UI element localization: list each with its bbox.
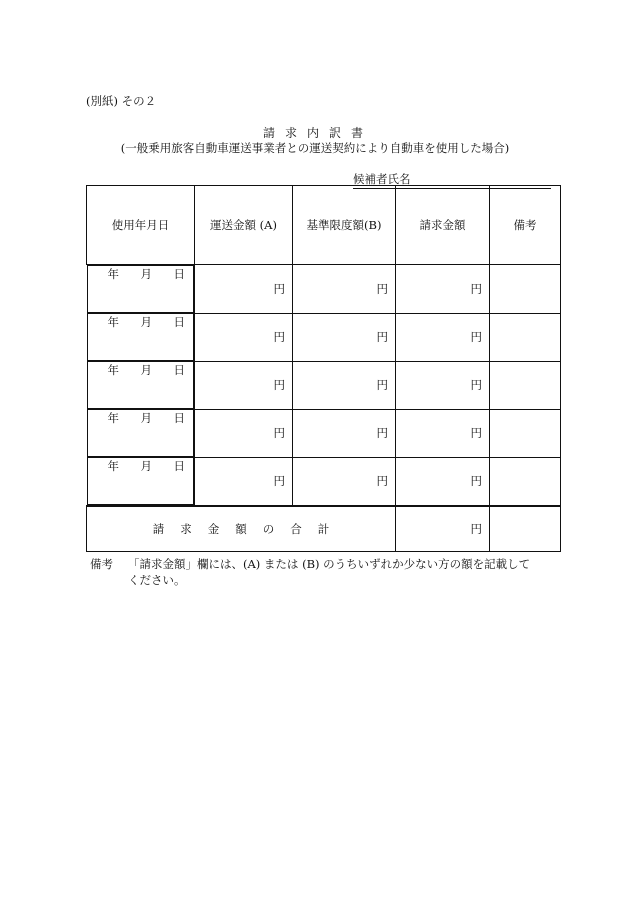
- note-line-1: 「請求金額」欄には、(A) または (B) のうちいずれか少ない方の額を記載して: [128, 557, 531, 571]
- year-unit: 年: [107, 315, 119, 329]
- month-unit: 月: [140, 459, 152, 473]
- claim-amount-cell[interactable]: 円: [396, 265, 490, 314]
- table-row: [87, 361, 561, 409]
- document-subtitle: (一般乗用旅客自動車運送事業者との運送契約により自動車を使用した場合): [120, 141, 510, 155]
- remarks-cell[interactable]: [490, 265, 561, 314]
- day-unit: 日: [173, 315, 185, 329]
- table-row: [87, 409, 561, 457]
- remarks-note: [90, 556, 560, 588]
- claim-amount-cell[interactable]: 円: [396, 409, 490, 457]
- usage-date-cell[interactable]: [87, 313, 195, 361]
- note-line-2: ください。: [128, 573, 186, 587]
- day-unit: 日: [173, 459, 185, 473]
- candidate-name-label: 候補者氏名: [353, 172, 411, 186]
- page-label: (別紙) その２: [86, 94, 157, 108]
- limit-amount-cell[interactable]: 円: [293, 361, 396, 409]
- transport-amount-cell[interactable]: 円: [195, 265, 293, 314]
- table-row: [87, 265, 561, 314]
- month-unit: 月: [140, 363, 152, 377]
- month-unit: 月: [140, 267, 152, 281]
- remarks-cell[interactable]: [490, 361, 561, 409]
- limit-amount-cell[interactable]: 円: [293, 409, 396, 457]
- usage-date-cell[interactable]: [87, 265, 195, 313]
- document-title: 請求内訳書: [262, 126, 373, 140]
- total-amount-cell[interactable]: 円: [396, 506, 490, 552]
- claim-amount-cell[interactable]: 円: [396, 313, 490, 361]
- header-remarks: 備考: [490, 186, 561, 265]
- day-unit: 日: [173, 267, 185, 281]
- month-unit: 月: [140, 411, 152, 425]
- usage-date-cell[interactable]: [87, 457, 195, 505]
- table-header-row: [87, 186, 561, 265]
- transport-amount-cell[interactable]: 円: [195, 457, 293, 506]
- day-unit: 日: [173, 411, 185, 425]
- year-unit: 年: [107, 459, 119, 473]
- table-row: [87, 457, 561, 506]
- limit-amount-cell[interactable]: 円: [293, 265, 396, 314]
- transport-amount-cell[interactable]: 円: [195, 313, 293, 361]
- remarks-cell[interactable]: [490, 409, 561, 457]
- year-unit: 年: [107, 267, 119, 281]
- header-transport-amount: 運送金額 (A): [195, 186, 293, 265]
- total-label: 請求金額の合計: [87, 506, 396, 552]
- header-claim-amount: 請求金額: [396, 186, 490, 265]
- usage-date-cell[interactable]: [87, 361, 195, 409]
- transport-amount-cell[interactable]: 円: [195, 409, 293, 457]
- remarks-cell[interactable]: [490, 457, 561, 506]
- total-row: [87, 506, 561, 552]
- note-label: 備考: [90, 557, 113, 571]
- year-unit: 年: [107, 411, 119, 425]
- transport-amount-cell[interactable]: 円: [195, 361, 293, 409]
- claim-amount-cell[interactable]: 円: [396, 361, 490, 409]
- claim-amount-cell[interactable]: 円: [396, 457, 490, 506]
- year-unit: 年: [107, 363, 119, 377]
- total-remarks-cell[interactable]: [490, 506, 561, 552]
- day-unit: 日: [173, 363, 185, 377]
- usage-date-cell[interactable]: [87, 409, 195, 457]
- header-limit-amount: 基準限度額(B): [293, 186, 396, 265]
- limit-amount-cell[interactable]: 円: [293, 313, 396, 361]
- limit-amount-cell[interactable]: 円: [293, 457, 396, 506]
- header-usage-date: 使用年月日: [87, 186, 195, 265]
- remarks-cell[interactable]: [490, 313, 561, 361]
- month-unit: 月: [140, 315, 152, 329]
- claim-breakdown-table: [86, 185, 561, 552]
- table-row: [87, 313, 561, 361]
